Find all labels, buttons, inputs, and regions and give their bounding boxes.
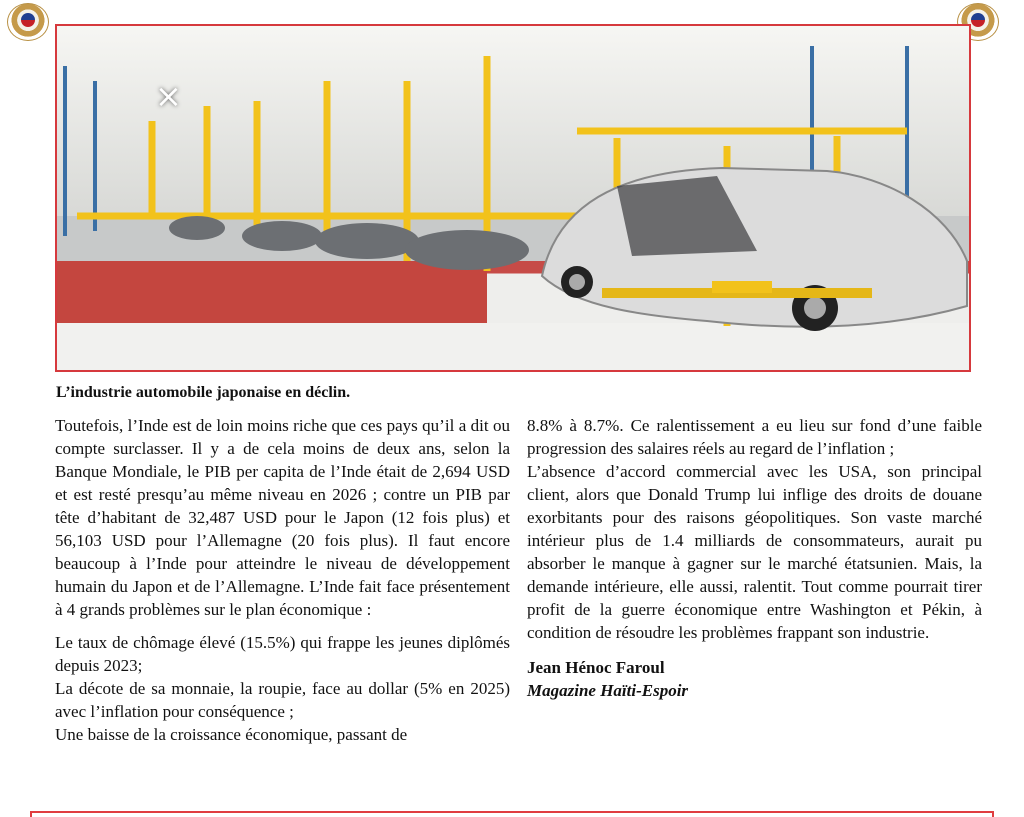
bottom-frame bbox=[30, 813, 994, 817]
problem-trade: L’absence d’accord commercial avec les USA, son principal client, alors que Donald Trump lui inflige des droits de douane exorbitants pour des raisons géopolitiques. Son vaste marché intérieur plus de 1.4 milliards de consommateurs, aurait pu absorber le manque à gagner sur le marché étatsunien. Mais, la demande intérieure, elle aussi, ralentit. Tout comme pourrait tirer profit de la guerre économique entre Washington et Pékin, à condition de résoudre les problèmes frappant son industrie. bbox=[527, 462, 982, 642]
magazine-logo-left bbox=[7, 3, 49, 41]
problem-unemployment: Le taux de chômage élevé (15.5%) qui frappe les jeunes diplômés depuis 2023; bbox=[55, 633, 510, 675]
problem-growth-start: Une baisse de la croissance économique, passant de bbox=[55, 725, 408, 744]
problem-currency: La décote de sa monnaie, la roupie, face au dollar (5% en 2025) avec l’inflation pour conséquence ; bbox=[55, 679, 510, 721]
magazine-name: Magazine Haïti-Espoir bbox=[527, 681, 689, 700]
close-icon[interactable]: × bbox=[155, 77, 182, 115]
problem-growth-end: 8.8% à 8.7%. Ce ralentissement a eu lieu sur fond d’une faible progression des salaires réels au regard de l’inflation ; bbox=[527, 416, 982, 458]
paragraph-intro: Toutefois, l’Inde est de loin moins riche que ces pays qu’il a dit ou compte surclasser. Il y a de cela moins de deux ans, selon la Banque Mondiale, le PIB per capita de l’Inde était de 2,694 USD et est resté presqu’au même niveau en 2026 ; contre un PIB par tête d’habitant de 32,487 USD pour le Japon (12 fois plus) et 56,103 USD pour l’Allemagne (20 fois plus). Il faut encore beaucoup à l’Inde pour atteindre le niveau de développement humain du Japon et de l’Allemagne. L’Inde fait face présentement à 4 grands problèmes sur le plan économique : bbox=[55, 416, 510, 619]
author-name: Jean Hénoc Faroul bbox=[527, 658, 665, 677]
assembly-line-illustration bbox=[57, 26, 971, 372]
photo-caption: L’industrie automobile japonaise en déclin. bbox=[56, 384, 351, 401]
assembly-line-photo bbox=[55, 24, 971, 372]
left-column bbox=[55, 414, 510, 746]
right-column bbox=[527, 414, 982, 702]
